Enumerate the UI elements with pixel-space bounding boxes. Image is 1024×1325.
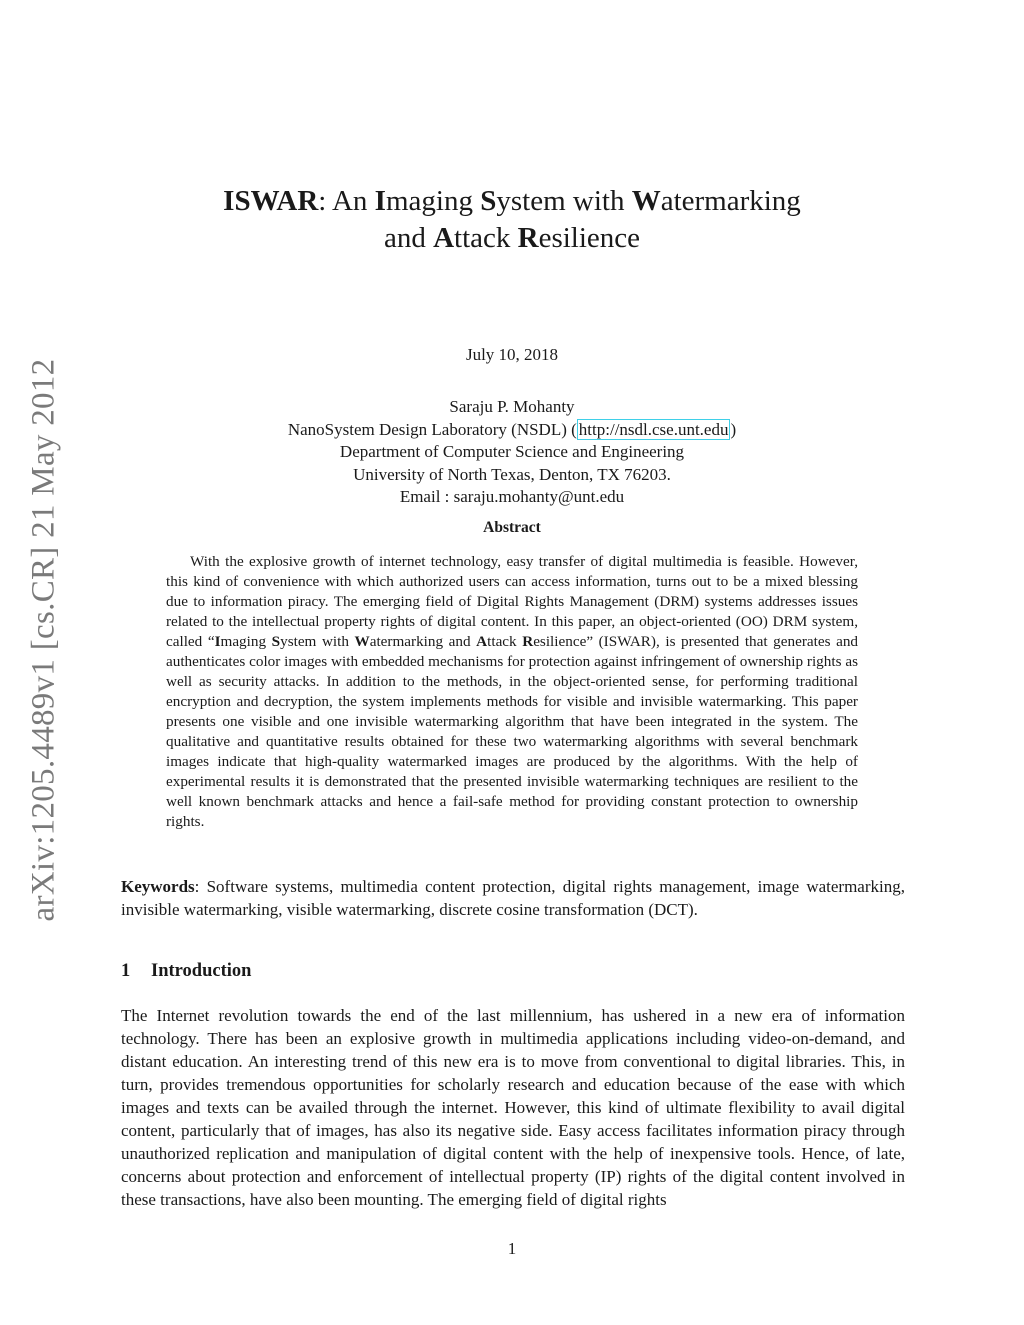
emphasis-letter: W xyxy=(631,185,661,217)
emphasis-letter: R xyxy=(522,633,534,650)
emphasis-letter: A xyxy=(433,222,455,254)
author-email: Email : saraju.mohanty@unt.edu xyxy=(399,487,625,506)
emphasis-letter: W xyxy=(354,633,370,650)
text-segment: ystem with xyxy=(496,185,632,217)
keywords-paragraph xyxy=(121,875,905,921)
text-segment: With the explosive growth of internet technology, easy transfer of digital multimedia is feasible. However, this kind of convenience with which authorized users can access information, turns out to be a mixed blessing due to information piracy. The emerging field of Digital Rights Management (DRM) systems addresses issues related to the intellectual property rights of digital content. In this paper, an object-oriented (OO) DRM system, called “ xyxy=(166,553,858,650)
abstract-heading: Abstract xyxy=(483,519,541,536)
text-segment: esilience” (ISWAR), is presented that generates and authenticates color images with embedded mechanisms for protection against infringement of ownership rights as well as security attacks. In addition to the methods, in the object-oriented sense, for performing traditional encryption and decryption, the system implements methods for visible and invisible watermarking. This paper presents one visible and one invisible watermarking algorithm that have been integrated in the system. The qualitative and quantitative results obtained for these two watermarking algorithms with several benchmark images indicate that high-quality watermarked images are produced by the algorithms. With the help of experimental results it is demonstrated that the presented invisible watermarking techniques are resilient to the well known benchmark attacks and hence a fail-safe method for providing constant protection to ownership rights. xyxy=(166,633,859,830)
lab-close-paren: ) xyxy=(730,419,737,439)
author-department: Department of Computer Science and Engineering xyxy=(339,442,685,461)
author-name: Saraju P. Mohanty xyxy=(449,397,575,416)
paper-date: July 10, 2018 xyxy=(465,345,559,364)
emphasis-letter: I xyxy=(374,185,386,217)
text-segment: : An xyxy=(318,185,375,217)
text-segment: and xyxy=(383,222,434,254)
text-segment: maging xyxy=(385,185,481,217)
keywords-label: Keywords xyxy=(121,877,195,896)
text-segment: ystem with xyxy=(280,633,355,650)
emphasis-letter: R xyxy=(517,222,539,254)
text-segment: ttack xyxy=(487,633,523,650)
text-segment: esilience xyxy=(538,222,641,254)
emphasis-letter: S xyxy=(271,633,281,650)
section-number: 1 xyxy=(121,961,131,981)
author-university: University of North Texas, Denton, TX 76203. xyxy=(353,464,671,484)
section-title: Introduction xyxy=(151,961,252,981)
author-lab xyxy=(0,419,1024,442)
lab-url-link[interactable]: http://nsdl.cse.unt.edu xyxy=(578,419,729,439)
keywords-text: : Software systems, multimedia content protection, digital rights management, image watermarking, invisible watermarking, visible watermarking, discrete cosine transformation (DCT). xyxy=(121,877,905,919)
title-line-1 xyxy=(0,183,1024,220)
emphasis-letter: ISWAR xyxy=(223,185,319,217)
abstract-body xyxy=(166,552,858,832)
text-segment: atermarking and xyxy=(369,633,477,650)
paper-title xyxy=(0,183,1024,257)
text-segment: maging xyxy=(220,633,272,650)
arxiv-identifier-stamp: arXiv:1205.4489v1 [cs.CR] 21 May 2012 xyxy=(25,358,62,922)
title-line-2 xyxy=(0,220,1024,257)
text-segment: atermarking xyxy=(660,185,801,217)
page-number: 1 xyxy=(507,1239,517,1258)
text-segment: ttack xyxy=(454,222,518,254)
section-heading-introduction xyxy=(121,961,251,982)
introduction-body: The Internet revolution towards the end of the last millennium, has ushered in a new era of information technology. There has been an explosive growth in multimedia applications including video-on-demand, and distant education. An interesting trend of this new era is to move from conventional to digital libraries. This, in turn, provides tremendous opportunities for scholarly research and education because of the ease with which images and texts can be availed through the internet. However, this kind of ultimate flexibility to avail digital content, particularly that of images, has also its negative side. Easy access facilitates information piracy through unauthorized replication and manipulation of digital content with the help of inexpensive tools. Hence, of late, concerns about protection and enforcement of intellectual property (IP) rights of the digital content involved in these transactions, have also been mounting. The emerging field of digital rights xyxy=(121,1006,905,1209)
emphasis-letter: A xyxy=(476,633,488,650)
lab-name: NanoSystem Design Laboratory (NSDL) ( xyxy=(287,419,577,439)
emphasis-letter: I xyxy=(214,633,221,650)
emphasis-letter: S xyxy=(480,185,497,217)
author-block xyxy=(0,396,1024,509)
